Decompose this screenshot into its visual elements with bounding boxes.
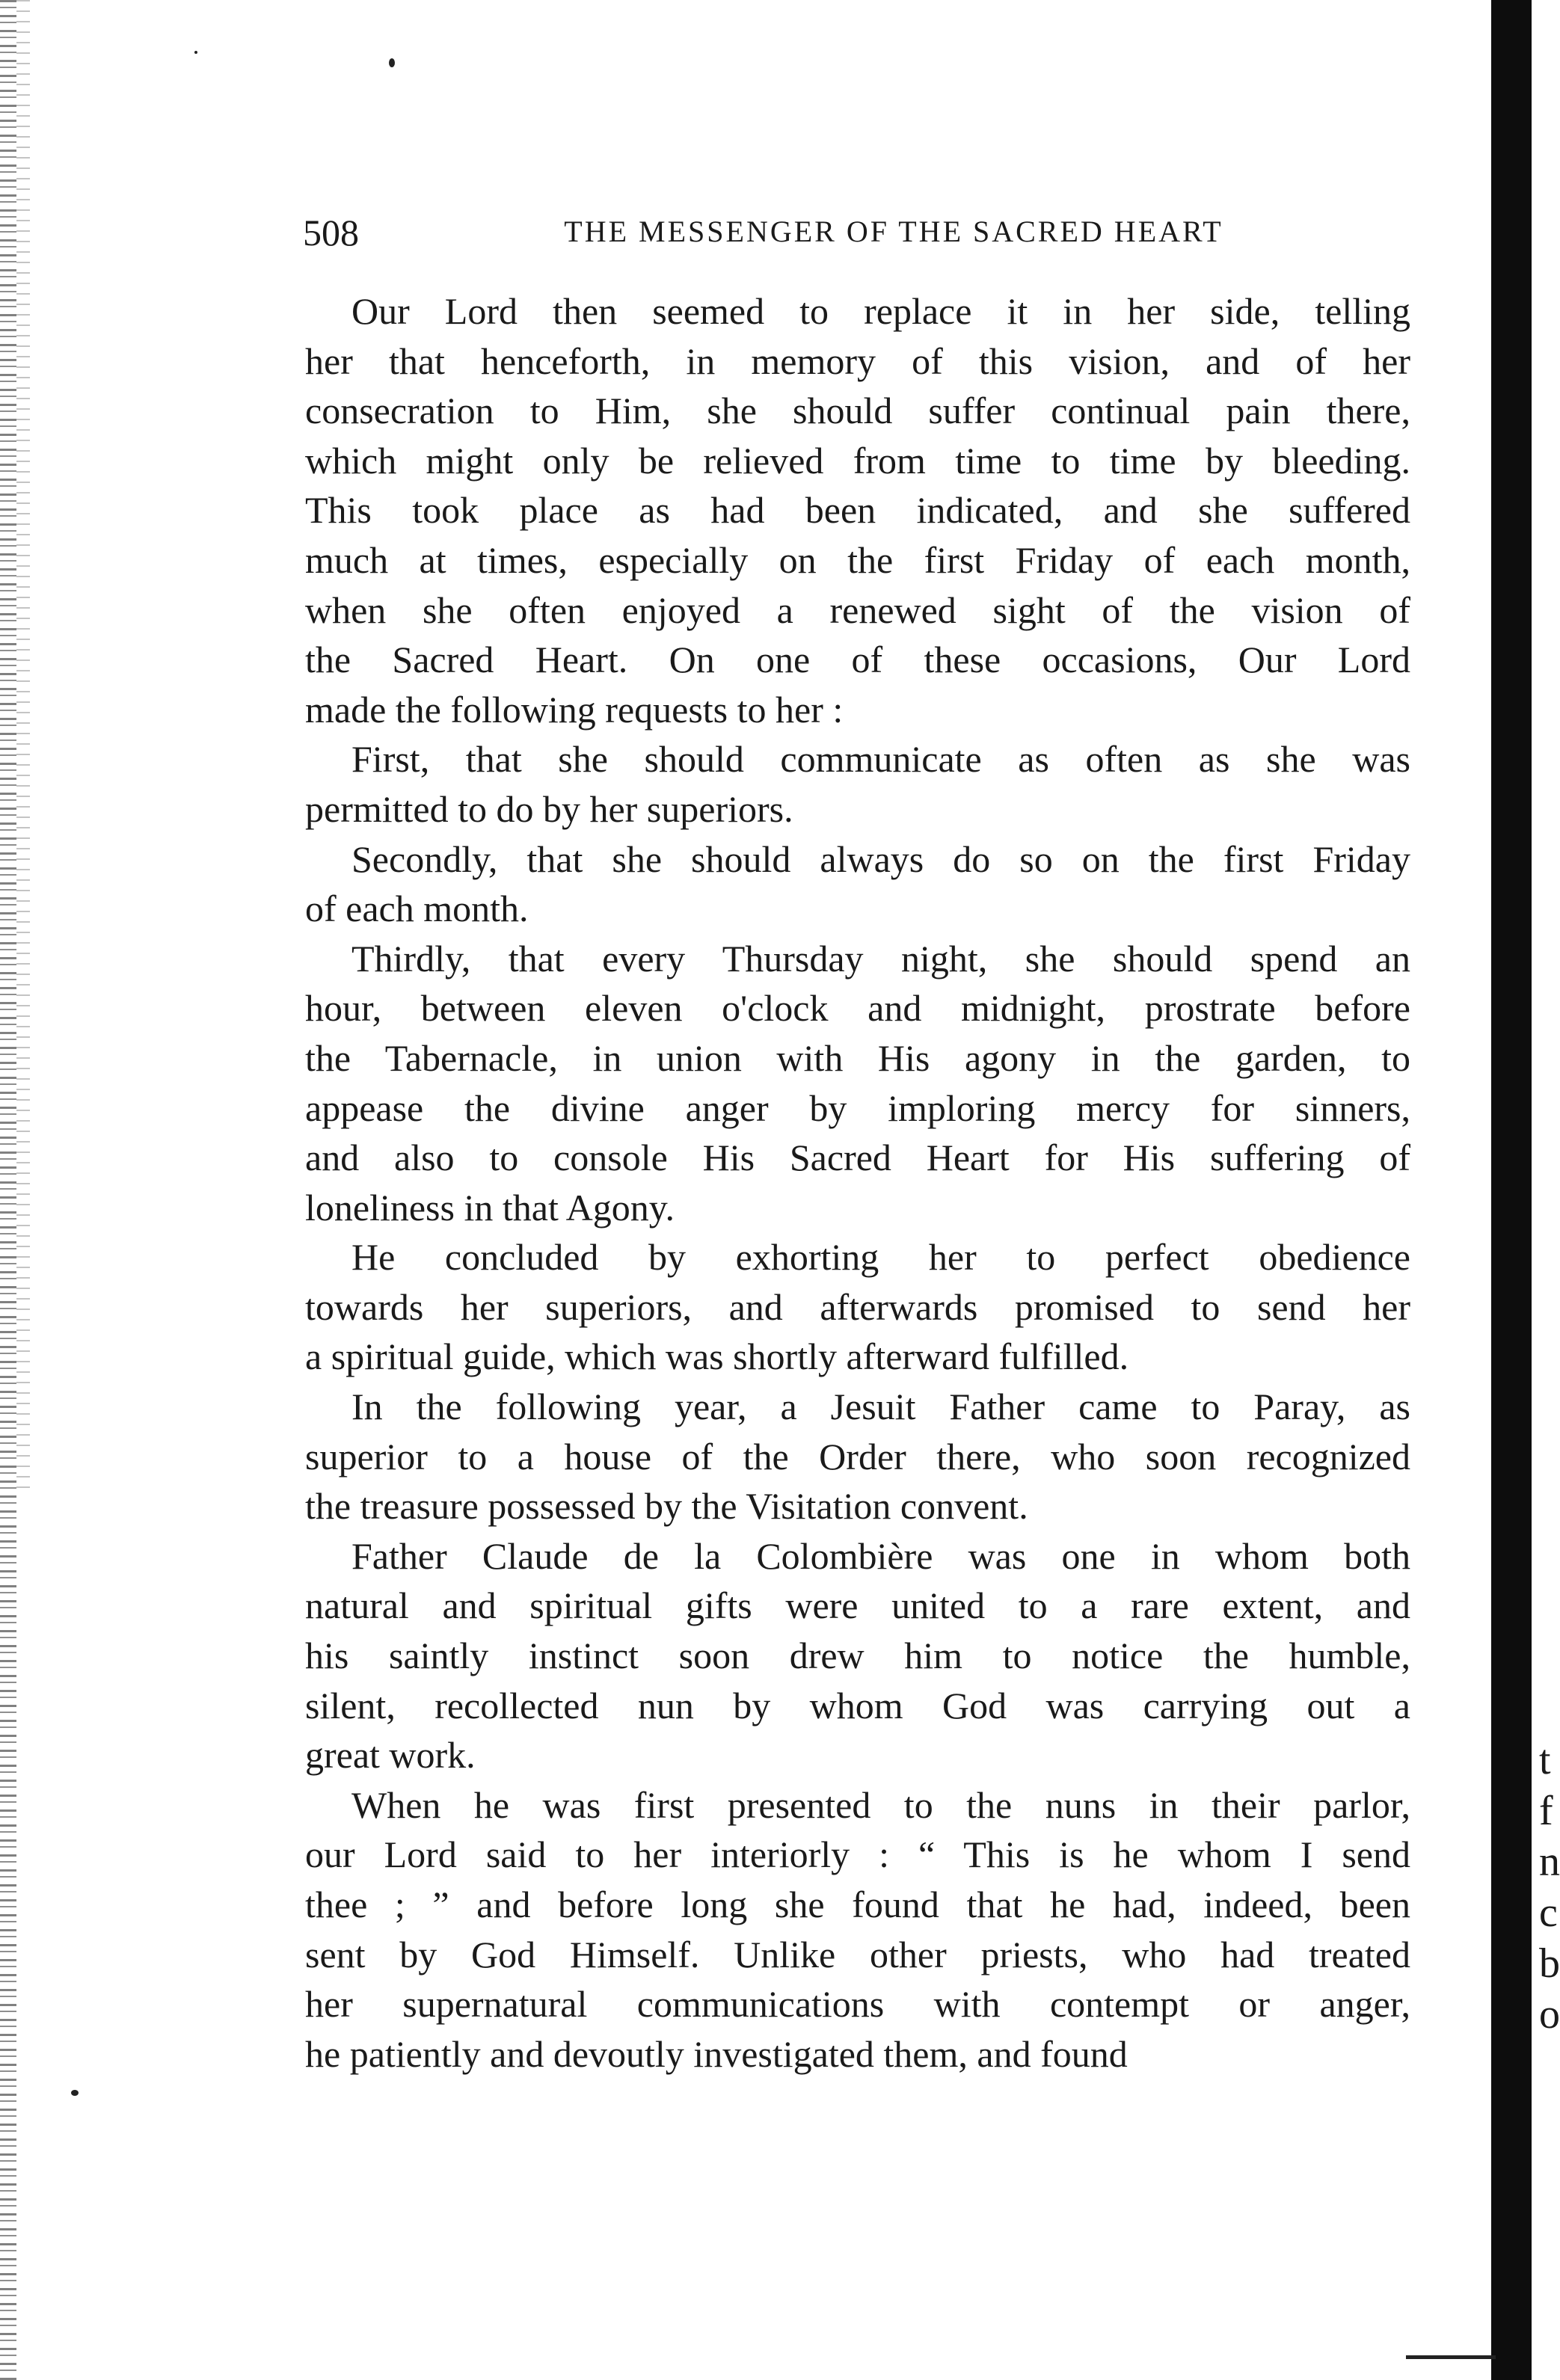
text-line: In the following year, a Jesuit Father came to Paray, as bbox=[351, 1386, 1410, 1428]
margin-fragment: t bbox=[1539, 1737, 1551, 1783]
paragraph bbox=[305, 734, 1410, 834]
text-line: he patiently and devoutly investigated them, and found bbox=[305, 2032, 1128, 2075]
page-number: 508 bbox=[303, 212, 359, 253]
speck bbox=[194, 51, 197, 54]
text-line: her that henceforth, in memory of this vision, and of her bbox=[305, 339, 1410, 382]
text-line: This took place as had been indicated, and she suffered bbox=[305, 489, 1410, 532]
margin-fragment: b bbox=[1539, 1940, 1560, 1987]
text-line: sent by God Himself. Unlike other priests, who had treated bbox=[305, 1933, 1410, 1975]
text-line: and also to console His Sacred Heart for His suffering of bbox=[305, 1137, 1410, 1179]
margin-fragments bbox=[1539, 1735, 1560, 2040]
text-line: thee ; ” and before long she found that he had, indeed, been bbox=[305, 1884, 1410, 1925]
paragraph bbox=[305, 286, 1410, 734]
margin-fragment: f bbox=[1539, 1788, 1553, 1834]
text-line: superior to a house of the Order there, who soon recognized bbox=[305, 1435, 1410, 1477]
text-line: when she often enjoyed a renewed sight of the vision of bbox=[305, 588, 1410, 631]
page-header bbox=[303, 211, 1410, 256]
paragraph bbox=[305, 1531, 1410, 1780]
scan-left-edge-shadow bbox=[16, 0, 30, 1495]
speck bbox=[389, 58, 395, 67]
binding-edge bbox=[1491, 0, 1532, 2380]
text-line: of each month. bbox=[305, 888, 529, 930]
text-line: appease the divine anger by imploring mercy for sinners, bbox=[305, 1086, 1410, 1129]
paragraph bbox=[305, 834, 1410, 934]
text-line: our Lord said to her interiorly : “ This is he whom I send bbox=[305, 1833, 1410, 1876]
text-line: the Tabernacle, in union with His agony in the garden, to bbox=[305, 1036, 1410, 1079]
paragraph bbox=[305, 1232, 1410, 1382]
text-line: which might only be relieved from time to time by bleeding. bbox=[305, 439, 1410, 482]
paragraph bbox=[305, 934, 1410, 1233]
running-head: THE MESSENGER OF THE SACRED HEART bbox=[564, 215, 1223, 248]
paragraph bbox=[305, 1382, 1410, 1531]
text-line: her supernatural communications with contempt or anger, bbox=[305, 1983, 1410, 2026]
text-line: made the following requests to her : bbox=[305, 688, 844, 731]
bottom-rule bbox=[1406, 2355, 1496, 2359]
text-line: loneliness in that Agony. bbox=[305, 1186, 675, 1229]
scan-left-edge bbox=[0, 0, 16, 2380]
text-line: consecration to Him, she should suffer continual pain there, bbox=[305, 390, 1410, 432]
text-line: his saintly instinct soon drew him to notice the humble, bbox=[305, 1635, 1410, 1677]
text-line: He concluded by exhorting her to perfect obedience bbox=[351, 1236, 1410, 1279]
text-line: natural and spiritual gifts were united to a rare extent, and bbox=[305, 1584, 1410, 1627]
paragraph bbox=[305, 1780, 1410, 2079]
text-line: towards her superiors, and afterwards promised to send her bbox=[305, 1285, 1410, 1328]
text-line: When he was first presented to the nuns in their parlor, bbox=[351, 1783, 1410, 1826]
text-line: Secondly, that she should always do so on the first Friday bbox=[351, 837, 1410, 880]
speck bbox=[71, 2090, 79, 2096]
text-line: hour, between eleven o'clock and midnight, prostrate before bbox=[305, 987, 1410, 1030]
text-line: Thirdly, that every Thursday night, she should spend an bbox=[351, 937, 1410, 980]
text-line: silent, recollected nun by whom God was carrying out a bbox=[305, 1684, 1410, 1726]
text-line: Our Lord then seemed to replace it in her side, telling bbox=[351, 290, 1410, 332]
body-text bbox=[305, 286, 1410, 2079]
text-line: the Sacred Heart. On one of these occasions, Our Lord bbox=[305, 639, 1410, 681]
margin-fragment: c bbox=[1539, 1889, 1558, 1936]
text-line: a spiritual guide, which was shortly afterward fulfilled. bbox=[305, 1335, 1129, 1378]
text-line: Father Claude de la Colombière was one in whom both bbox=[351, 1534, 1410, 1577]
margin-fragment: o bbox=[1539, 1991, 1560, 2038]
text-line: permitted to do by her superiors. bbox=[305, 787, 793, 830]
margin-fragment: n bbox=[1539, 1839, 1560, 1885]
text-line: First, that she should communicate as often as she was bbox=[351, 738, 1410, 781]
text-line: great work. bbox=[305, 1734, 476, 1777]
text-line: much at times, especially on the first Friday of each month, bbox=[305, 538, 1410, 581]
text-line: the treasure possessed by the Visitation convent. bbox=[305, 1485, 1028, 1528]
